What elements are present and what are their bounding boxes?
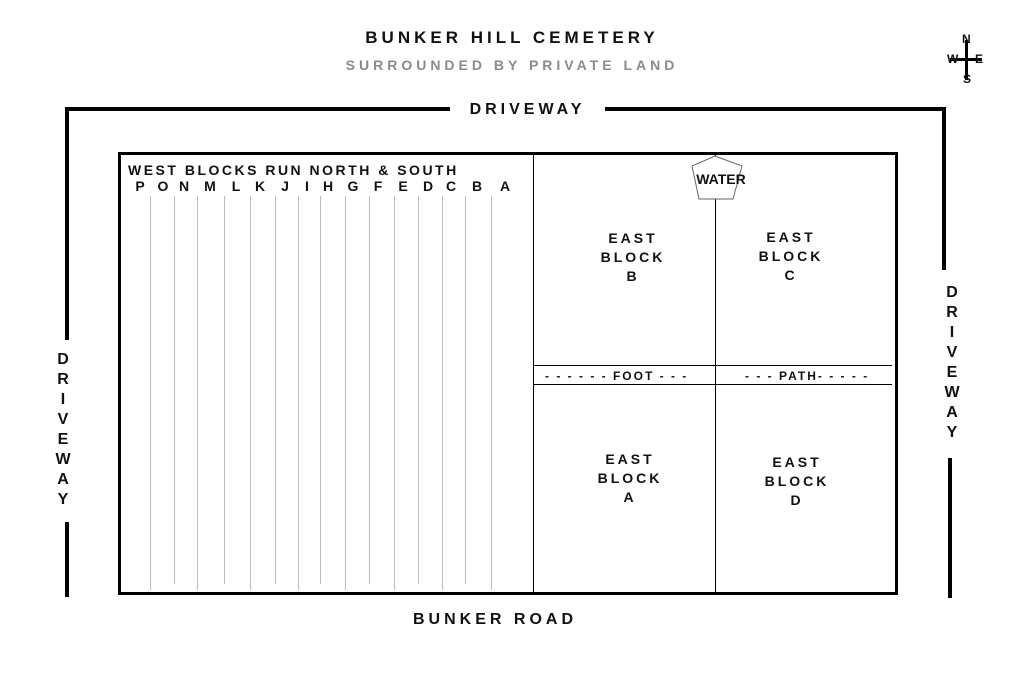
- west-row-label: E: [398, 178, 408, 194]
- west-row-line: [174, 196, 175, 584]
- west-row-line: [197, 196, 198, 590]
- left-driveway-letter: I: [60, 391, 66, 408]
- foot-path-label-right: - - - PATH- - - - -: [745, 369, 870, 383]
- east-block-d-line: D: [790, 492, 804, 508]
- west-row-line: [369, 196, 370, 584]
- right-driveway-letter: A: [946, 404, 958, 421]
- right-driveway-line-bottom: [948, 458, 952, 598]
- compass-icon: [946, 32, 986, 86]
- west-row-label: H: [322, 178, 334, 194]
- left-driveway-line-bottom: [65, 522, 69, 597]
- west-row-line: [224, 196, 225, 584]
- compass-east: E: [975, 52, 984, 66]
- west-row-label: B: [471, 178, 483, 194]
- left-driveway-line-top: [65, 107, 69, 340]
- west-row-line: [150, 196, 151, 590]
- right-driveway-letter: W: [944, 384, 960, 401]
- left-driveway-label: [53, 350, 73, 510]
- compass-west: W: [947, 52, 959, 66]
- west-row-line: [320, 196, 321, 584]
- west-row-label: A: [499, 178, 511, 194]
- east-block-b-line: BLOCK: [600, 249, 666, 265]
- east-block-b-line: EAST: [608, 230, 658, 246]
- right-driveway-line-top: [942, 107, 946, 270]
- west-east-divider: [533, 155, 534, 592]
- right-driveway-letter: D: [946, 284, 958, 301]
- left-driveway-letter: A: [57, 471, 69, 488]
- bunker-road-label: BUNKER ROAD: [413, 611, 577, 628]
- east-block-c-line: EAST: [766, 229, 816, 245]
- west-row-label: O: [157, 178, 169, 194]
- top-driveway-label: DRIVEWAY: [469, 101, 586, 118]
- east-block-c-line: C: [784, 267, 798, 283]
- west-row-line: [465, 196, 466, 584]
- top-driveway-line-left: [65, 107, 450, 111]
- west-row-line: [491, 196, 492, 590]
- west-row-line: [275, 196, 276, 584]
- compass-north: N: [962, 32, 971, 46]
- east-block-c-line: BLOCK: [758, 248, 824, 264]
- east-block-a-label: [560, 450, 700, 507]
- map-title: BUNKER HILL CEMETERY: [365, 28, 659, 47]
- foot-path-bottom-line: [534, 384, 892, 385]
- right-driveway-letter: V: [946, 344, 958, 361]
- west-row-label: P: [135, 178, 145, 194]
- east-block-c-label: [721, 228, 861, 285]
- right-driveway-letter: Y: [946, 424, 958, 441]
- east-block-d-line: BLOCK: [764, 473, 830, 489]
- foot-path-top-line: [534, 365, 892, 366]
- top-driveway-line-right: [605, 107, 946, 111]
- west-row-line: [345, 196, 346, 590]
- left-driveway-letter: W: [55, 451, 71, 468]
- west-blocks-header: WEST BLOCKS RUN NORTH & SOUTH: [128, 162, 459, 178]
- west-row-label: J: [281, 178, 289, 194]
- west-row-label: C: [445, 178, 457, 194]
- right-driveway-label: [942, 283, 962, 443]
- water-label: WATER: [696, 171, 746, 187]
- compass-south: S: [963, 72, 972, 86]
- east-center-divider: [715, 155, 716, 592]
- left-driveway-letter: Y: [57, 491, 69, 508]
- east-block-a-line: EAST: [605, 451, 655, 467]
- left-driveway-letter: R: [57, 371, 69, 388]
- west-row-line: [394, 196, 395, 590]
- left-driveway-letter: D: [57, 351, 69, 368]
- west-row-label: M: [204, 178, 216, 194]
- west-row-label: G: [347, 178, 359, 194]
- west-row-label: F: [373, 178, 383, 194]
- west-row-line: [442, 196, 443, 590]
- foot-path-label-left: - - - - - - FOOT - - -: [545, 369, 689, 383]
- right-driveway-letter: E: [946, 364, 958, 381]
- west-row-label: N: [178, 178, 190, 194]
- map-subtitle: SURROUNDED BY PRIVATE LAND: [345, 57, 679, 73]
- west-row-line: [298, 196, 299, 590]
- west-row-label: L: [231, 178, 241, 194]
- east-block-b-label: [563, 229, 703, 286]
- west-row-label: K: [254, 178, 266, 194]
- east-block-a-line: A: [623, 489, 637, 505]
- east-block-d-label: [727, 453, 867, 510]
- west-row-label: I: [305, 178, 309, 194]
- left-driveway-letter: E: [57, 431, 69, 448]
- east-block-d-line: EAST: [772, 454, 822, 470]
- west-row-label: D: [422, 178, 434, 194]
- west-row-line: [418, 196, 419, 584]
- east-block-b-line: B: [626, 268, 640, 284]
- left-driveway-letter: V: [57, 411, 69, 428]
- west-row-line: [250, 196, 251, 590]
- right-driveway-letter: R: [946, 304, 958, 321]
- east-block-a-line: BLOCK: [597, 470, 663, 486]
- right-driveway-letter: I: [949, 324, 955, 341]
